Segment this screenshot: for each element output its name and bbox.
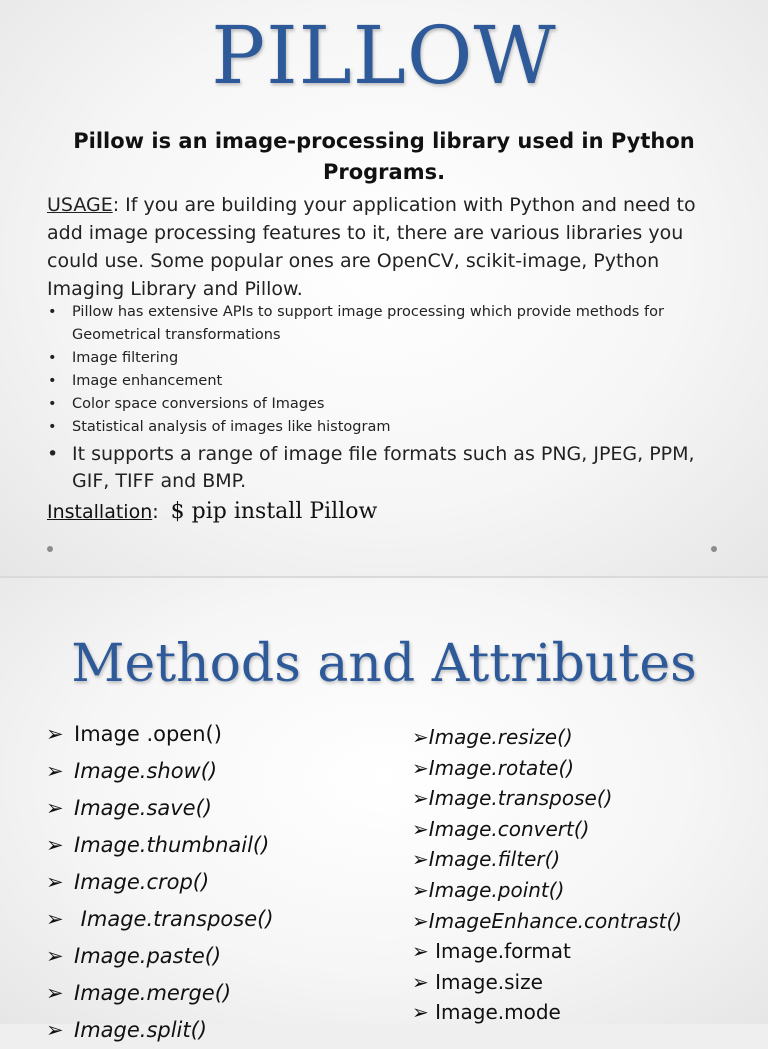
arrow-bullet-icon: ➢ <box>46 870 64 894</box>
list-item <box>46 975 274 1012</box>
list-item <box>46 938 274 975</box>
arrow-bullet-icon: ➢ <box>412 725 429 749</box>
attribute-name: Image.mode <box>428 1000 561 1025</box>
usage-label: USAGE <box>47 194 113 216</box>
slide-dot-left <box>47 546 53 552</box>
method-name: Image.transpose() <box>74 907 274 931</box>
list-item-text: Pillow has extensive APIs to support image processing which provide methods for Geometrical transformations <box>72 304 664 343</box>
list-item <box>47 441 727 495</box>
list-item <box>46 790 274 827</box>
list-item <box>412 722 682 753</box>
list-item <box>412 875 682 906</box>
arrow-bullet-icon: ➢ <box>46 759 64 783</box>
method-name: Image.merge() <box>74 981 232 1005</box>
method-name: ImageEnhance.contrast() <box>428 908 683 933</box>
arrow-bullet-icon: ➢ <box>46 907 64 931</box>
list-item <box>412 814 682 845</box>
slide-subtitle: Pillow is an image-processing library used in Python Programs. <box>73 129 695 184</box>
bullet-icon: • <box>48 304 57 320</box>
method-name: Image.thumbnail() <box>74 833 270 857</box>
method-name: Image.rotate() <box>428 755 575 780</box>
attribute-name: Image.format <box>428 939 571 964</box>
method-name: Image.resize() <box>428 725 573 749</box>
list-item <box>46 901 274 938</box>
list-item-text: Image enhancement <box>72 373 223 389</box>
arrow-bullet-icon: ➢ <box>46 833 64 857</box>
list-item <box>46 864 274 901</box>
arrow-bullet-icon: ➢ <box>46 944 64 968</box>
slide-2 <box>0 578 768 1042</box>
list-item <box>47 301 727 347</box>
list-item-text: It supports a range of image file formats such as PNG, JPEG, PPM, GIF, TIFF and BMP. <box>72 443 695 492</box>
arrow-bullet-icon: ➢ <box>412 877 429 902</box>
feature-list <box>47 301 727 439</box>
slide-title: Methods and Attributes <box>71 634 697 694</box>
arrow-bullet-icon: ➢ <box>46 981 64 1005</box>
method-name: Image.filter() <box>428 847 561 872</box>
arrow-bullet-icon: ➢ <box>46 796 64 820</box>
method-name: Image.paste() <box>74 944 222 968</box>
arrow-bullet-icon: ➢ <box>46 722 64 746</box>
arrow-bullet-icon: ➢ <box>412 939 429 964</box>
arrow-bullet-icon: ➢ <box>412 847 429 872</box>
formats-list <box>47 441 727 495</box>
installation-line <box>47 496 377 528</box>
method-name: Image.save() <box>74 796 212 820</box>
slide-title: PILLOW <box>211 9 557 102</box>
list-item <box>412 997 682 1028</box>
list-item <box>412 906 682 937</box>
bullet-icon: • <box>47 443 59 465</box>
method-name: Image.crop() <box>74 870 210 894</box>
installation-colon: : <box>152 501 159 523</box>
method-name: Image.point() <box>428 877 565 902</box>
arrow-bullet-icon: ➢ <box>412 755 429 780</box>
arrow-bullet-icon: ➢ <box>412 969 429 994</box>
bullet-icon: • <box>48 373 57 389</box>
list-item-text: Statistical analysis of images like histogram <box>72 419 391 435</box>
usage-paragraph <box>47 191 727 303</box>
arrow-bullet-icon: ➢ <box>46 1018 64 1042</box>
list-item <box>46 753 274 790</box>
arrow-bullet-icon: ➢ <box>412 908 429 933</box>
list-item-text: Image filtering <box>72 350 179 366</box>
slide-dot-right <box>711 546 717 552</box>
list-item <box>47 370 727 393</box>
installation-label: Installation <box>47 501 153 523</box>
list-item <box>47 393 727 416</box>
list-item <box>47 416 727 439</box>
method-name: Image.transpose() <box>428 786 613 811</box>
arrow-bullet-icon: ➢ <box>412 816 429 841</box>
list-item <box>412 936 682 967</box>
method-name: Image .open() <box>74 722 222 746</box>
method-name: Image.split() <box>74 1018 208 1042</box>
list-item <box>46 1012 274 1049</box>
bullet-icon: • <box>48 350 57 366</box>
list-item <box>47 347 727 370</box>
list-item <box>46 716 274 753</box>
methods-left-column <box>46 716 274 1049</box>
arrow-bullet-icon: ➢ <box>412 786 429 811</box>
list-item <box>412 753 682 784</box>
method-name: Image.show() <box>74 759 218 783</box>
install-command: $ pip install Pillow <box>170 499 378 524</box>
list-item <box>412 844 682 875</box>
arrow-bullet-icon: ➢ <box>412 1000 429 1025</box>
list-item <box>412 783 682 814</box>
list-item <box>46 827 274 864</box>
usage-text: : If you are building your application with Python and need to add image processing features to it, there are various libraries you could use. Some popular ones are OpenCV, scikit-image, Python Imaging Library and Pillow. <box>47 194 696 300</box>
bullet-icon: • <box>48 419 57 435</box>
methods-right-column <box>412 722 682 1028</box>
method-name: Image.convert() <box>428 816 590 841</box>
bullet-icon: • <box>48 396 57 412</box>
list-item-text: Color space conversions of Images <box>72 396 325 412</box>
list-item <box>412 967 682 998</box>
attribute-name: Image.size <box>428 969 543 994</box>
